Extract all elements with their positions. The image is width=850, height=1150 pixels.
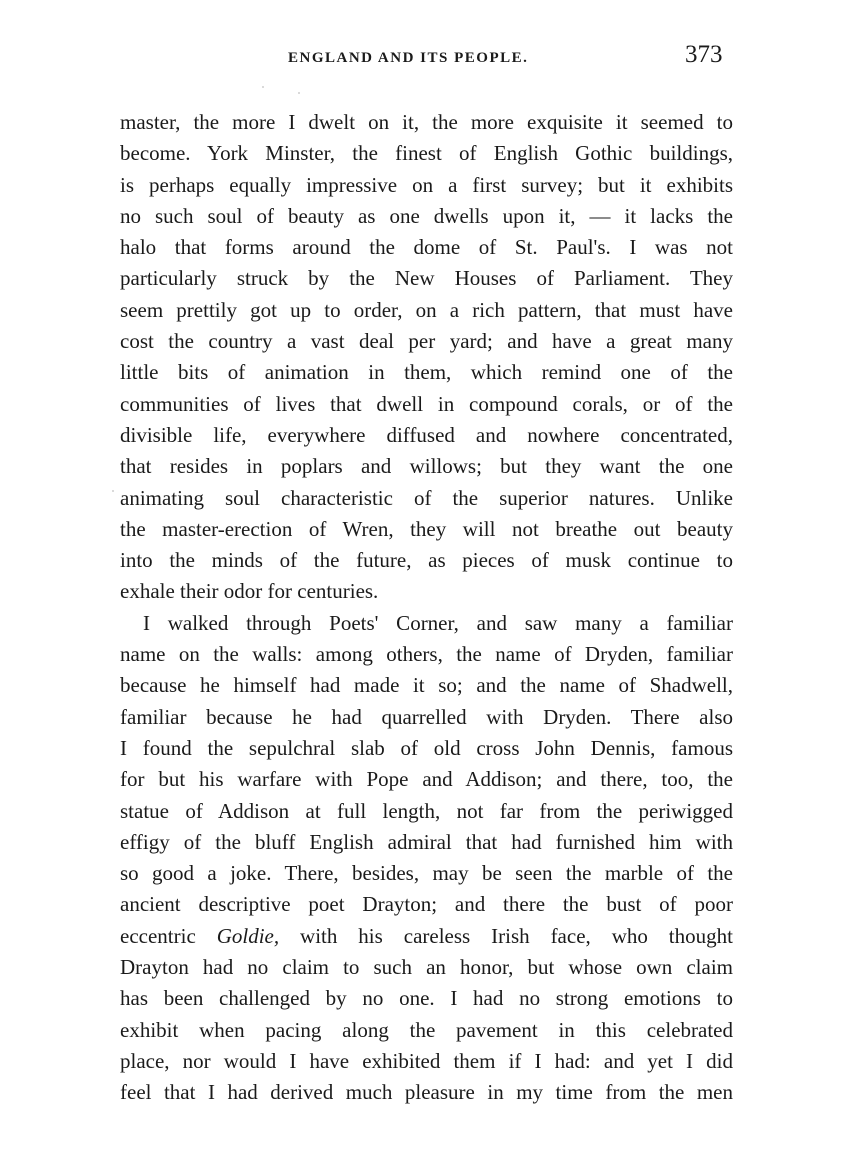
text-line: master, the more I dwelt on it, the more exquisite it seemed to xyxy=(120,110,733,134)
text-line: name on the walls: among others, the name of Dryden, familiar xyxy=(120,642,733,667)
text-line: no such soul of beauty as one dwells upon it, — it lacks the xyxy=(120,203,733,228)
text-line: the master-erection of Wren, they will not breathe out beauty xyxy=(120,516,733,541)
text-line: seem prettily got up to order, on a rich pattern, that must have xyxy=(120,297,733,322)
text-line: because he himself had made it so; and the name of Shadwell, xyxy=(120,673,733,698)
text-run: eccentric xyxy=(120,923,217,948)
print-speck xyxy=(112,490,114,492)
italic-name: Goldie, xyxy=(216,923,280,948)
text-line: is perhaps equally impressive on a first survey; but it exhibits xyxy=(120,172,733,197)
print-speck xyxy=(298,92,300,94)
text-line: effigy of the bluff English admiral that had furnished him with xyxy=(120,829,733,854)
text-line: Drayton had no claim to such an honor, but whose own claim xyxy=(120,955,733,980)
text-line: I found the sepulchral slab of old cross John Dennis, famous xyxy=(120,735,733,760)
text-line: halo that forms around the dome of St. Paul's. I was not xyxy=(120,235,733,260)
text-line: animating soul characteristic of the superior natures. Unlike xyxy=(120,485,733,510)
text-line: ancient descriptive poet Drayton; and there the bust of poor xyxy=(120,892,733,917)
text-line: has been challenged by no one. I had no strong emotions to xyxy=(120,986,733,1011)
text-line: I walked through Poets' Corner, and saw many a familiar xyxy=(143,610,733,635)
text-line: feel that I had derived much pleasure in my time from the men xyxy=(120,1080,733,1105)
text-line: divisible life, everywhere diffused and nowhere concentrated, xyxy=(120,422,733,447)
text-line: little bits of animation in them, which remind one of the xyxy=(120,360,733,385)
body-text xyxy=(120,107,733,1109)
text-line: that resides in poplars and willows; but they want the one xyxy=(120,454,733,479)
running-head: ENGLAND AND ITS PEOPLE. xyxy=(288,50,529,66)
text-line: communities of lives that dwell in compound corals, or of the xyxy=(120,391,733,416)
page-number: 373 xyxy=(685,41,723,68)
text-line: familiar because he had quarrelled with Dryden. There also xyxy=(120,704,733,729)
text-line: cost the country a vast deal per yard; and have a great many xyxy=(120,329,733,354)
text-line-with-italic xyxy=(120,921,733,952)
paragraph-1 xyxy=(120,107,733,608)
print-speck xyxy=(262,86,264,88)
text-line: become. York Minster, the finest of English Gothic buildings, xyxy=(120,141,733,166)
text-line: place, nor would I have exhibited them if I had: and yet I did xyxy=(120,1048,733,1073)
text-line: so good a joke. There, besides, may be seen the marble of the xyxy=(120,861,733,886)
text-line: exhale their odor for centuries. xyxy=(120,579,379,604)
text-line: statue of Addison at full length, not far from the periwigged xyxy=(120,798,733,823)
text-line: exhibit when pacing along the pavement in this celebrated xyxy=(120,1017,733,1042)
text-line: particularly struck by the New Houses of Parliament. They xyxy=(120,266,733,291)
paragraph-2 xyxy=(120,608,733,1109)
text-line: into the minds of the future, as pieces of musk continue to xyxy=(120,548,733,573)
text-run: with his careless Irish face, who thought xyxy=(279,923,733,948)
text-line: for but his warfare with Pope and Addison; and there, too, the xyxy=(120,767,733,792)
